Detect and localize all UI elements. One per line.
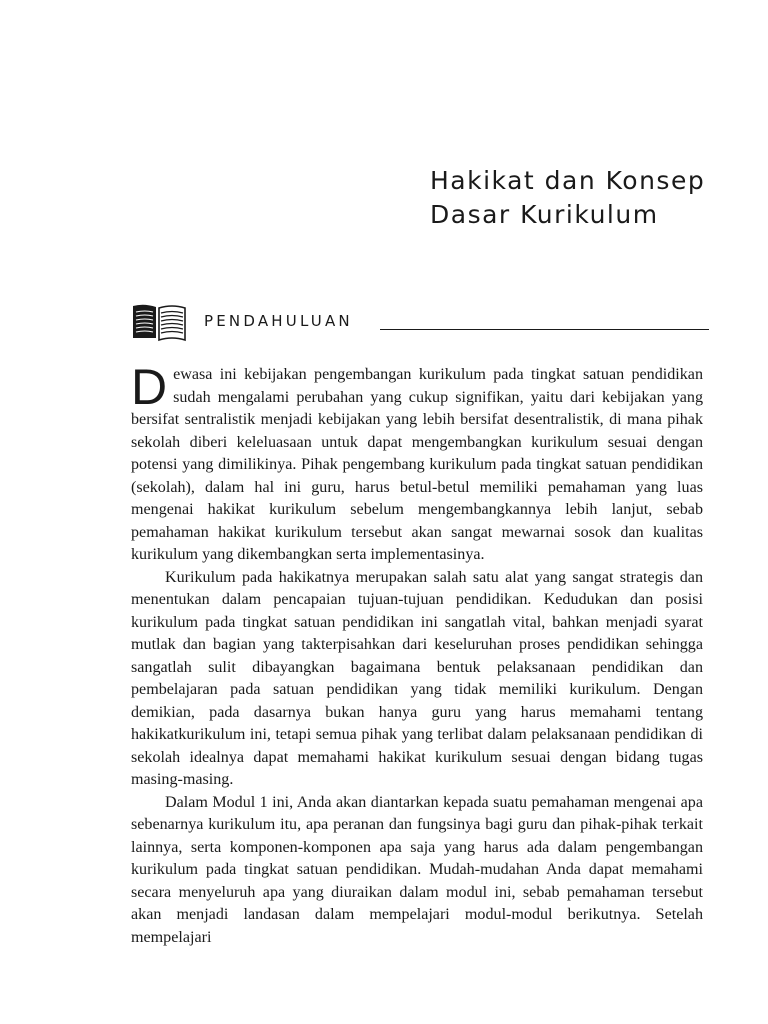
paragraph-1-text: ewasa ini kebijakan pengembangan kurikulum pada tingkat satuan pendidikan sudah mengalami perubahan yang cukup signifikan, yaitu dari kebijakan yang bersifat sentralistik menjadi kebijakan yang lebih bersifat desentralistik, di mana pihak sekolah diberi keleluasaan untuk dapat mengembangkan kurikulum sesuai dengan potensi yang dimilikinya. Pihak pengembang kurikulum pada tingkat satuan pendidikan (sekolah), dalam hal ini guru, harus betul-betul memiliki pemahaman yang luas mengenai hakikat kurikulum sebelum mengembangkannya lebih lanjut, sebab pemahaman hakikat kurikulum tersebut akan sangat mewarnai sosok dan kualitas kurikulum yang dikembangkan serta implementasinya. (131, 366, 703, 563)
section-label: PENDAHULUAN (204, 312, 353, 330)
paragraph-3: Dalam Modul 1 ini, Anda akan diantarkan kepada suatu pemahaman mengenai apa sebenarnya kurikulum itu, apa peranan dan fungsinya bagi guru dan pihak-pihak terkait lainnya, serta komponen-komponen apa saja yang harus ada dalam pengembangan kurikulum pada tingkat satuan pendidikan. Mudah-mudahan Anda dapat memahami secara menyeluruh apa yang diuraikan dalam modul ini, sebab pemahaman tersebut akan menjadi landasan dalam mempelajari modul-modul berikutnya. Setelah mempelajari (131, 793, 703, 946)
chapter-title (430, 164, 750, 232)
chapter-title-line-2: Dasar Kurikulum (430, 200, 659, 229)
paragraph-1 (131, 359, 703, 567)
section-rule (380, 329, 709, 330)
open-book-icon (130, 302, 188, 342)
drop-cap: D (131, 359, 168, 415)
chapter-title-line-1: Hakikat dan Konsep (430, 166, 706, 195)
body-text (131, 359, 703, 949)
paragraph-2: Kurikulum pada hakikatnya merupakan salah satu alat yang sangat strategis dan menentukan dalam pencapaian tujuan-tujuan pendidikan. Kedudukan dan posisi kurikulum pada tingkat satuan pendidikan ini sangatlah vital, bahkan menjadi syarat mutlak dan bagian yang takterpisahkan dari keseluruhan proses pendidikan sehingga sangatlah sulit dibayangkan bagaimana bentuk pelaksanaan pendidikan dan pembelajaran pada satuan pendidikan yang tidak memiliki kurikulum. Dengan demikian, pada dasarnya bukan hanya guru yang harus memahami tentang hakikatkurikulum ini, tetapi semua pihak yang terlibat dalam pelaksanaan pendidikan di sekolah idealnya dapat memahami hakikat kurikulum sesuai dengan bidang tugas masing-masing. (131, 568, 703, 788)
section-header (130, 302, 710, 342)
